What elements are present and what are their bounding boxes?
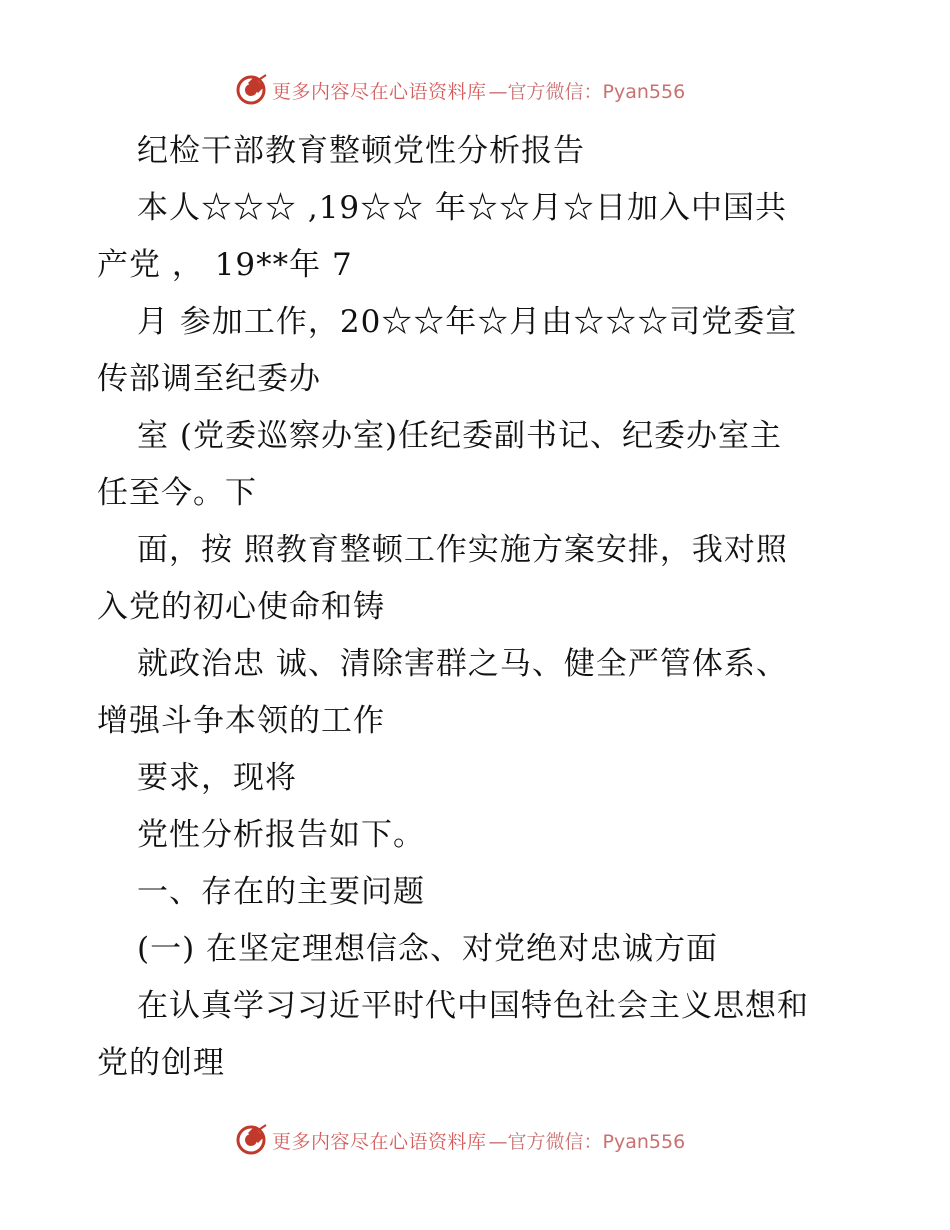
text-line: 月 参加工作，20☆☆年☆月由☆☆☆司党委宣 bbox=[137, 304, 798, 340]
text-line: 入党的初心使命和铸 bbox=[97, 589, 385, 625]
subsection-heading: (一) 在坚定理想信念、对党绝对忠诚方面 bbox=[137, 931, 719, 967]
text-line: 增强斗争本领的工作 bbox=[97, 703, 385, 739]
brand-sub-text: —官方微信：Pyan556 bbox=[488, 1130, 686, 1153]
text-line: 党的创理 bbox=[97, 1045, 225, 1081]
text-line: 党性分析报告如下。 bbox=[137, 817, 425, 853]
text-line: 在认真学习习近平时代中国特色社会主义思想和 bbox=[137, 988, 809, 1024]
document-body bbox=[97, 123, 857, 1092]
brand-sub-text: —官方微信：Pyan556 bbox=[488, 80, 686, 103]
section-heading: 一、存在的主要问题 bbox=[137, 874, 425, 910]
brand-logo-icon bbox=[234, 1123, 268, 1157]
header-brand bbox=[234, 70, 685, 110]
text-line: 本人☆☆☆ ,19☆☆ 年☆☆月☆日加入中国共 bbox=[137, 190, 788, 226]
text-line: 要求，现将 bbox=[137, 760, 297, 796]
text-line: 产党 ， 19**年 7 bbox=[97, 247, 353, 283]
text-line: 室 (党委巡察办室)任纪委副书记、纪委办室主 bbox=[137, 418, 783, 454]
text-line: 传部调至纪委办 bbox=[97, 361, 321, 397]
brand-main-text: 更多内容尽在心语资料库 bbox=[272, 1130, 487, 1153]
text-line: 任至今。下 bbox=[97, 475, 257, 511]
text-line: 面，按 照教育整顿工作实施方案安排，我对照 bbox=[137, 532, 788, 568]
document-title: 纪检干部教育整顿党性分析报告 bbox=[137, 133, 585, 169]
text-line: 就政治忠 诚、清除害群之马、健全严管体系、 bbox=[137, 646, 788, 682]
footer-brand bbox=[234, 1120, 685, 1160]
brand-main-text: 更多内容尽在心语资料库 bbox=[272, 80, 487, 103]
brand-logo-icon bbox=[234, 73, 268, 107]
